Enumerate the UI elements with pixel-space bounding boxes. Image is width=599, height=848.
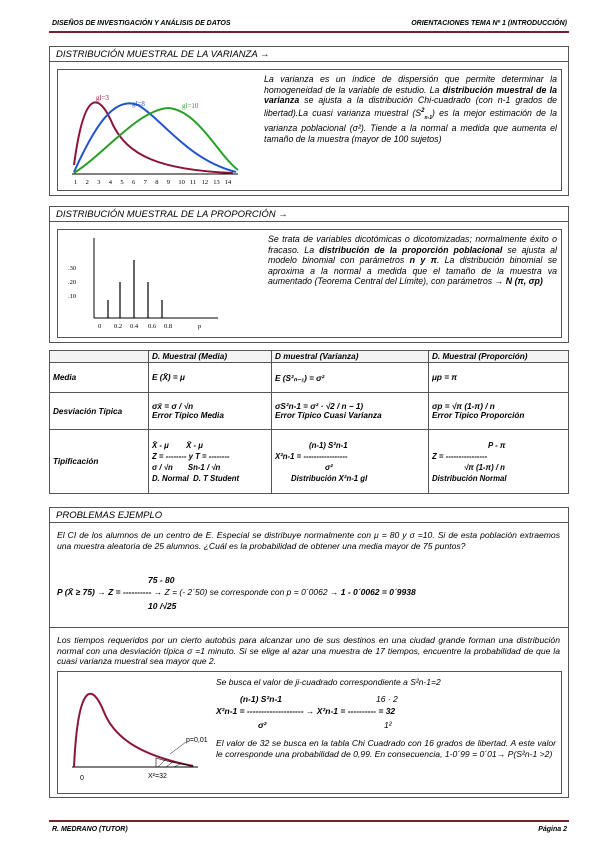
text-bold: N (π, σp) bbox=[505, 276, 543, 287]
page-header bbox=[52, 14, 567, 28]
proportion-text bbox=[268, 234, 557, 287]
x-tick-label: 1 bbox=[74, 179, 78, 186]
ex2-conclusion: El valor de 32 se busca en la tabla Chi Cuadrado con 16 grados de libertad. A este valor le corresponde una probabilidad de 0,99. En consecuencia, 1-0´99 = 0´01→ P(S²n-1 >2) bbox=[216, 738, 556, 759]
section-title: PROBLEMAS EJEMPLO bbox=[50, 508, 568, 523]
cell-formula: σp = √π (1-π) / n bbox=[432, 402, 495, 411]
hatch bbox=[158, 759, 166, 767]
section-title: DISTRIBUCIÓN MUESTRAL DE LA PROPORCIÓN → bbox=[50, 207, 568, 222]
cell-line: Distribución Normal bbox=[432, 473, 507, 483]
ex1-result: 1 - 0´0062 = 0´9938 bbox=[340, 587, 416, 597]
x-tick-label: 0.4 bbox=[130, 323, 139, 330]
row-label: Tipificación bbox=[50, 430, 149, 494]
section-variance bbox=[49, 46, 569, 196]
cell-line: σ² bbox=[325, 462, 333, 472]
cell-line: √π (1-π) / n bbox=[464, 462, 505, 472]
x-tick-label: 0.2 bbox=[114, 323, 123, 330]
section-title: DISTRIBUCIÓN MUESTRAL DE LA VARIANZA → bbox=[50, 47, 568, 62]
cell-line: X²n-1 = ----------------- bbox=[275, 451, 348, 461]
text-part: La varianza es un índice de dispersión que permite determinar la homogeneidad de la variable de estudio. La bbox=[264, 74, 557, 95]
x-tick-label: 8 bbox=[155, 179, 159, 186]
y-tick-label: .10 bbox=[68, 293, 77, 300]
table-cell bbox=[272, 430, 429, 494]
label-gl8: gl=8 bbox=[132, 100, 145, 108]
cell-line: P - π bbox=[488, 440, 506, 450]
example-1-text: El CI de los alumnos de un centro de E. Especial se distribuye normalmente con μ = 80 y σ =10. Si de esta población extraemos una muestra aleatoria de 25 alumnos. ¿Cuál es la probabilidad de obtener una media mayor de 75 puntos? bbox=[57, 530, 560, 551]
table-cell bbox=[149, 430, 272, 494]
x-tick-label: 4 bbox=[108, 179, 113, 186]
label-gl3: gl=3 bbox=[96, 94, 109, 102]
proportion-panel bbox=[57, 229, 562, 338]
x-tick-label: 13 bbox=[213, 179, 220, 186]
zero-label: 0 bbox=[80, 775, 84, 782]
x-tick-label: 0 bbox=[98, 323, 102, 330]
ex2-numerator: (n-1) S²n-1 bbox=[240, 694, 283, 704]
table-header: D. Muestral (Media) bbox=[149, 351, 272, 363]
chi-tail-chart bbox=[58, 672, 218, 793]
cell-formula: σx̄ = σ / √n bbox=[152, 402, 194, 411]
bars bbox=[108, 260, 162, 318]
footer-right: Página 2 bbox=[538, 826, 567, 833]
ex2-denominator: σ² bbox=[258, 720, 267, 730]
table-row bbox=[50, 393, 569, 430]
ex2-denominator-2: 1² bbox=[384, 720, 392, 730]
x-tick-label: p bbox=[198, 323, 202, 330]
x-tick-label: 3 bbox=[97, 179, 101, 186]
cell-caption: Error Típico Media bbox=[152, 411, 224, 420]
table-header bbox=[50, 351, 149, 363]
cell-formula: σS²n-1 = σ² · √2 / n − 1) bbox=[275, 402, 364, 411]
y-tick-label: .20 bbox=[68, 279, 77, 286]
ex1-mid: → Z = (- 2´50) se corresponde con p = 0´0062 → bbox=[153, 587, 339, 597]
text-part: se ajusta al modelo binomial con parámetros bbox=[268, 244, 557, 266]
section-proportion bbox=[49, 206, 569, 343]
ex1-numerator: 75 - 80 bbox=[148, 575, 175, 585]
label-gl10: gl=10 bbox=[182, 102, 199, 110]
text-part: se ajusta a la distribución Chi-cuadrado (con n-1 grados de libertad).La cuasi varianza muestral (S bbox=[264, 95, 557, 118]
example-2-panel bbox=[57, 671, 562, 794]
x-tick-labels bbox=[74, 179, 232, 186]
x-tick-label: 0.6 bbox=[148, 323, 157, 330]
row-label: Desviación Típica bbox=[50, 393, 149, 430]
x-tick-label: 10 bbox=[178, 179, 185, 186]
table-cell bbox=[429, 393, 569, 430]
table-header: D muestral (Varianza) bbox=[272, 351, 429, 363]
ex1-formula bbox=[57, 587, 416, 597]
header-left: DISEÑOS DE INVESTIGACIÓN Y ANÁLISIS DE DATOS bbox=[52, 20, 231, 27]
chi-square-chart bbox=[58, 70, 258, 190]
cell-line: Distribución X²n-1 gl bbox=[291, 473, 368, 483]
ex2-intro: Se busca el valor de ji-cuadrado correspondiente a S²n-1=2 bbox=[216, 677, 441, 687]
text-part: Se trata de variables dicotómicas o dicotomizadas; normalmente éxito o fracaso. La bbox=[268, 234, 557, 255]
header-rule bbox=[49, 31, 569, 33]
cell-line: D. Normal D. T Student bbox=[152, 473, 240, 483]
ex1-denominator: 10 /√25 bbox=[148, 601, 177, 611]
ex2-numerator-2: 16 · 2 bbox=[376, 694, 398, 704]
table-row bbox=[50, 430, 569, 494]
y-tick-labels bbox=[68, 265, 76, 300]
section-examples bbox=[49, 507, 569, 798]
table-header-row bbox=[50, 351, 569, 363]
divider bbox=[50, 627, 568, 628]
summary-table bbox=[49, 350, 569, 494]
table-cell bbox=[429, 430, 569, 494]
footer-left: R. MEDRANO (TUTOR) bbox=[52, 826, 128, 833]
x-tick-label: 11 bbox=[190, 179, 197, 186]
header-right: ORIENTACIONES TEMA Nº 1 (INTRODUCCIÓN) bbox=[411, 20, 567, 27]
variance-text: La varianza es un índice de dispersión que permite determinar la homogeneidad de la variable de estudio. La distribución muestral de la varianza se ajusta a la distribución Chi-cuadrado (con n-1 grados de libertad).La cuasi varianza muestral $(S^2_{n-1})$ es la mejor estimación de la varianza poblacional (σ²). Tiende a la normal a medida que aumenta el tamaño de la muestra (mayor de 100 sujetos) bbox=[264, 74, 557, 144]
x-tick-label: 6 bbox=[132, 179, 136, 186]
variance-panel bbox=[57, 69, 562, 191]
text-bold: distribución muestral de la varianza bbox=[264, 84, 557, 106]
text-bold: distribución de la proporción poblacional bbox=[319, 244, 503, 255]
example-2-text: Los tiempos requeridos por un cierto autobús para alcanzar uno de sus destinos en una ciudad grande forman una distribución normal con una desviación típica σ =1 minuto. Si se elige al azar una muestra de 17 tiempos, encuentre la probabilidad de que la cuasi varianza muestral sea mayor que 2. bbox=[57, 635, 560, 666]
text-part: . La distribución binomial se aproxima a la normal a medida que el tamaño de la muestra va aumentado (Teorema Central del Límite), con parámetros → bbox=[268, 255, 557, 287]
text-part: ) es la mejor estimación de la varianza poblacional (σ²). Tiende a la normal a medida que aumenta el tamaño de la muestra (mayor de 100 sujetos) bbox=[264, 107, 557, 144]
y-tick-label: .30 bbox=[68, 265, 77, 272]
x-tick-label: 12 bbox=[201, 179, 209, 186]
x-tick-label: 9 bbox=[166, 179, 171, 186]
pointer-line bbox=[170, 742, 186, 754]
ex2-equation: X²n-1 = -------------------- → X²n-1 = ---------- = 32 bbox=[216, 706, 396, 716]
x-tick-label: 14 bbox=[224, 179, 232, 186]
cell-line: σ / √n Sn-1 / √n bbox=[152, 462, 221, 472]
table-row bbox=[50, 363, 569, 393]
table-cell bbox=[272, 393, 429, 430]
x-tick-labels bbox=[98, 323, 201, 330]
table-cell: E (S²ₙ₋₁) = σ² bbox=[272, 363, 429, 393]
cell-line: X̄ - μ X̄ - μ bbox=[152, 440, 203, 450]
density-curve bbox=[74, 694, 193, 767]
x-tick-label: 2 bbox=[85, 179, 89, 186]
cell-line: Z = ---------------- bbox=[432, 451, 488, 461]
table-cell: μp = π bbox=[429, 363, 569, 393]
table-cell bbox=[149, 393, 272, 430]
binomial-chart bbox=[58, 230, 263, 337]
x-tick-label: 7 bbox=[143, 179, 147, 186]
cell-caption: Error Típico Cuasi Varianza bbox=[275, 411, 382, 420]
footer-rule bbox=[49, 820, 569, 822]
table-header: D. Muestral (Proporción) bbox=[429, 351, 569, 363]
cell-line: Z = -------- y T = -------- bbox=[152, 451, 230, 461]
row-label: Media bbox=[50, 363, 149, 393]
cell-line: (n-1) S²n-1 bbox=[309, 440, 348, 450]
text-bold: n y π bbox=[409, 255, 437, 266]
cell-caption: Error Típico Proporción bbox=[432, 411, 525, 420]
x-tick-label: 0.8 bbox=[164, 323, 173, 330]
p-label: p=0,01 bbox=[186, 737, 208, 744]
ex1-lhs: P (X̄ ≥ 75) → Z = ---------- bbox=[57, 587, 152, 597]
x-tick-label: 5 bbox=[120, 179, 124, 186]
x-label: X²=32 bbox=[148, 773, 167, 780]
table-cell: E (X̄) = μ bbox=[149, 363, 272, 393]
